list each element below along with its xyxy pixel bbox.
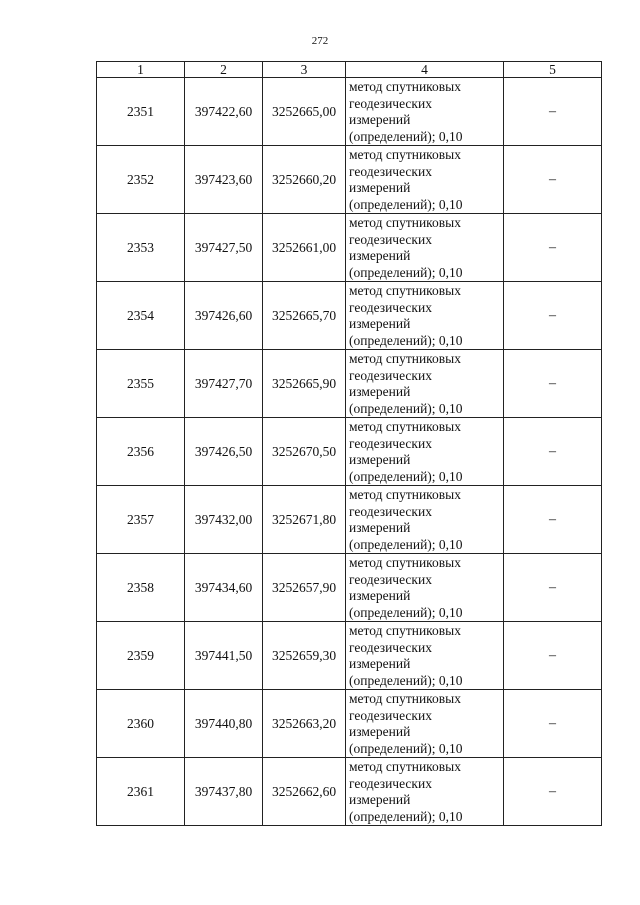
method-line: измерений (349, 248, 411, 263)
method-cell (346, 690, 504, 758)
point-number-cell: 2353 (97, 214, 185, 282)
x-coordinate-cell: 397427,50 (185, 214, 263, 282)
x-coordinate-cell: 397434,60 (185, 554, 263, 622)
method-line: метод спутниковых (349, 79, 461, 94)
method-cell (346, 418, 504, 486)
table-row (97, 622, 602, 690)
method-line: (определений); 0,10 (349, 332, 463, 348)
method-line: геодезических (349, 639, 432, 655)
method-line: геодезических (349, 775, 432, 791)
method-line: метод спутниковых (349, 623, 461, 638)
method-line: измерений (349, 452, 411, 467)
x-coordinate-cell: 397441,50 (185, 622, 263, 690)
y-coordinate-cell: 3252671,80 (263, 486, 346, 554)
method-line: измерений (349, 112, 411, 127)
y-coordinate-cell: 3252665,90 (263, 350, 346, 418)
method-cell (346, 350, 504, 418)
method-line: геодезических (349, 163, 432, 179)
method-line: измерений (349, 792, 411, 807)
note-cell: – (504, 690, 602, 758)
method-line: измерений (349, 180, 411, 195)
y-coordinate-cell: 3252657,90 (263, 554, 346, 622)
table-row (97, 214, 602, 282)
method-line: (определений); 0,10 (349, 400, 463, 416)
note-cell: – (504, 146, 602, 214)
point-number-cell: 2359 (97, 622, 185, 690)
method-line: геодезических (349, 707, 432, 723)
point-number-cell: 2357 (97, 486, 185, 554)
column-header: 3 (263, 62, 346, 78)
method-cell (346, 622, 504, 690)
method-line: (определений); 0,10 (349, 196, 463, 212)
y-coordinate-cell: 3252665,00 (263, 78, 346, 146)
point-number-cell: 2358 (97, 554, 185, 622)
method-cell (346, 78, 504, 146)
method-line: геодезических (349, 231, 432, 247)
method-line: (определений); 0,10 (349, 808, 463, 824)
method-cell (346, 214, 504, 282)
point-number-cell: 2356 (97, 418, 185, 486)
x-coordinate-cell: 397422,60 (185, 78, 263, 146)
coordinates-table (96, 61, 602, 826)
method-cell (346, 486, 504, 554)
x-coordinate-cell: 397426,50 (185, 418, 263, 486)
table-row (97, 758, 602, 826)
y-coordinate-cell: 3252660,20 (263, 146, 346, 214)
method-line: геодезических (349, 367, 432, 383)
table-row (97, 350, 602, 418)
method-line: метод спутниковых (349, 691, 461, 706)
column-header: 2 (185, 62, 263, 78)
note-cell: – (504, 418, 602, 486)
table-header-row (97, 62, 602, 78)
note-cell: – (504, 758, 602, 826)
method-line: геодезических (349, 95, 432, 111)
method-line: измерений (349, 588, 411, 603)
table-row (97, 486, 602, 554)
column-header: 5 (504, 62, 602, 78)
method-line: метод спутниковых (349, 215, 461, 230)
x-coordinate-cell: 397437,80 (185, 758, 263, 826)
x-coordinate-cell: 397440,80 (185, 690, 263, 758)
note-cell: – (504, 554, 602, 622)
page-number: 272 (311, 35, 329, 47)
method-line: измерений (349, 316, 411, 331)
method-line: геодезических (349, 503, 432, 519)
method-line: геодезических (349, 299, 432, 315)
method-line: геодезических (349, 571, 432, 587)
point-number-cell: 2354 (97, 282, 185, 350)
table-row (97, 146, 602, 214)
x-coordinate-cell: 397423,60 (185, 146, 263, 214)
method-line: (определений); 0,10 (349, 604, 463, 620)
method-cell (346, 282, 504, 350)
method-line: измерений (349, 724, 411, 739)
method-line: измерений (349, 384, 411, 399)
method-line: метод спутниковых (349, 147, 461, 162)
method-line: измерений (349, 520, 411, 535)
method-line: (определений); 0,10 (349, 536, 463, 552)
y-coordinate-cell: 3252659,30 (263, 622, 346, 690)
method-line: (определений); 0,10 (349, 128, 463, 144)
note-cell: – (504, 350, 602, 418)
y-coordinate-cell: 3252661,00 (263, 214, 346, 282)
method-line: метод спутниковых (349, 487, 461, 502)
method-line: метод спутниковых (349, 351, 461, 366)
column-header: 1 (97, 62, 185, 78)
method-line: (определений); 0,10 (349, 468, 463, 484)
table-row (97, 554, 602, 622)
method-cell (346, 758, 504, 826)
note-cell: – (504, 282, 602, 350)
y-coordinate-cell: 3252670,50 (263, 418, 346, 486)
note-cell: – (504, 78, 602, 146)
method-line: (определений); 0,10 (349, 740, 463, 756)
method-cell (346, 146, 504, 214)
x-coordinate-cell: 397432,00 (185, 486, 263, 554)
table-row (97, 78, 602, 146)
point-number-cell: 2360 (97, 690, 185, 758)
point-number-cell: 2355 (97, 350, 185, 418)
x-coordinate-cell: 397426,60 (185, 282, 263, 350)
method-cell (346, 554, 504, 622)
table-row (97, 418, 602, 486)
x-coordinate-cell: 397427,70 (185, 350, 263, 418)
method-line: (определений); 0,10 (349, 672, 463, 688)
note-cell: – (504, 486, 602, 554)
note-cell: – (504, 214, 602, 282)
method-line: (определений); 0,10 (349, 264, 463, 280)
method-line: метод спутниковых (349, 759, 461, 774)
column-header: 4 (346, 62, 504, 78)
y-coordinate-cell: 3252663,20 (263, 690, 346, 758)
note-cell: – (504, 622, 602, 690)
point-number-cell: 2361 (97, 758, 185, 826)
y-coordinate-cell: 3252665,70 (263, 282, 346, 350)
method-line: метод спутниковых (349, 283, 461, 298)
y-coordinate-cell: 3252662,60 (263, 758, 346, 826)
method-line: метод спутниковых (349, 419, 461, 434)
method-line: метод спутниковых (349, 555, 461, 570)
method-line: геодезических (349, 435, 432, 451)
point-number-cell: 2352 (97, 146, 185, 214)
point-number-cell: 2351 (97, 78, 185, 146)
table-row (97, 690, 602, 758)
table-row (97, 282, 602, 350)
method-line: измерений (349, 656, 411, 671)
